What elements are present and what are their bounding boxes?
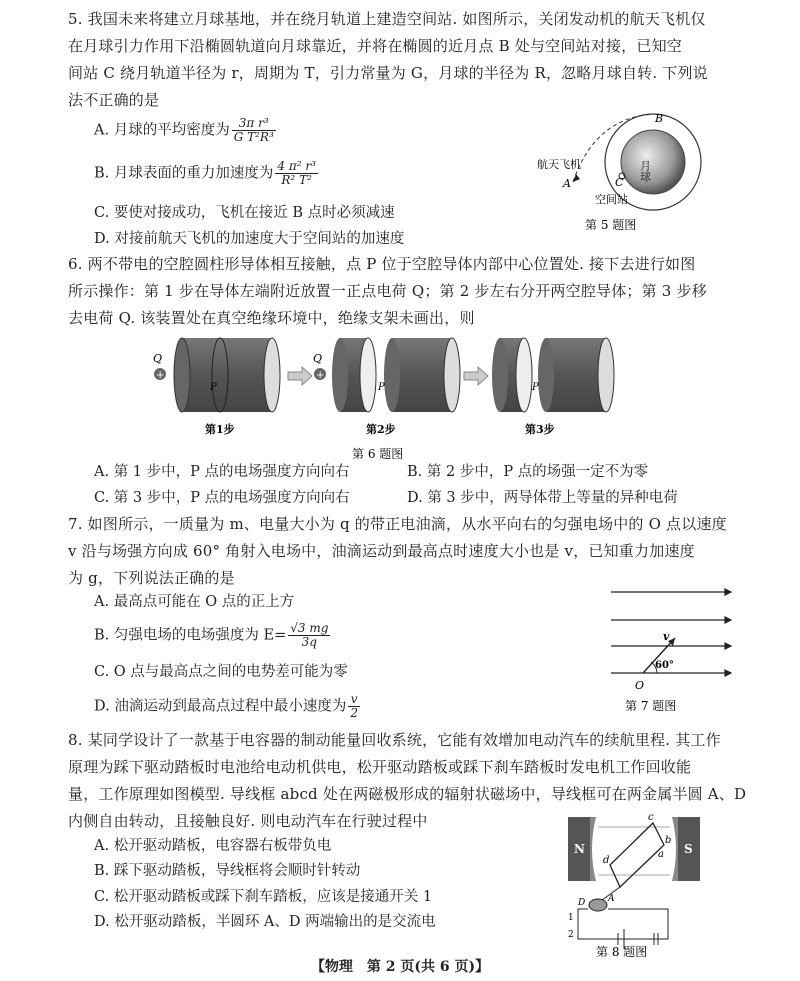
q5-stem-line: 在月球引力作用下沿椭圆轨道向月球靠近，并将在椭圆的近月点 B 处与空间站对接，已知空 (68, 37, 682, 55)
svg-text:N: N (574, 842, 585, 856)
q8-option-c: C. 松开驱动踏板或踩下刹车踏板，应该是接通开关 1 (94, 889, 433, 905)
q5-stem-line: 法不正确的是 (68, 91, 160, 109)
q7-stem-line: 7. 如图所示，一质量为 m、电量大小为 q 的带正电油滴，从水平向右的匀强电场中的 O 点以速度 (68, 515, 727, 533)
svg-text:A: A (608, 894, 615, 904)
svg-text:D: D (578, 898, 586, 908)
q5-stem-line: 间站 C 绕月轨道半径为 r，周期为 T，引力常量为 G，月球的半径为 R，忽略月球自转. 下列说 (68, 64, 708, 82)
svg-text:S: S (684, 842, 693, 856)
q6-stem (68, 251, 707, 332)
fraction: $\frac{\text{3π r³}}{\text{G T²R³}}$ (233, 116, 274, 144)
q8-stem-line: 内侧自由转动，且接触良好. 则电动汽车在行驶过程中 (68, 812, 428, 830)
svg-text:P: P (378, 382, 385, 393)
q8-option-d: D. 松开驱动踏板，半圆环 A、D 两端输出的是交流电 (94, 914, 436, 930)
q7-option-d: D. 油滴运动到最高点过程中最小速度为 $\frac{v}{2}$ (94, 692, 358, 720)
figure-caption: 第 7 题图 (625, 699, 677, 713)
q5-stem (68, 6, 708, 114)
circuit (578, 909, 668, 949)
q8-stem-line: 8. 某同学设计了一款基于电容器的制动能量回收系统，它能有效增加电动汽车的续航里程. 其工作 (68, 731, 721, 749)
svg-text:P: P (532, 382, 539, 393)
q6-option-d: D. 第 3 步中，两导体带上等量的异种电荷 (407, 490, 678, 506)
figure-caption: 第 5 题图 (585, 218, 637, 232)
q6-option-b: B. 第 2 步中，P 点的场强一定不为零 (407, 464, 649, 480)
fraction: $\frac{√3 mg}{3q}$ (290, 621, 329, 649)
step2-conductors (332, 338, 460, 412)
svg-text:60°: 60° (655, 660, 674, 671)
half-rings (589, 899, 607, 911)
svg-text:+: + (316, 370, 325, 381)
moon (621, 130, 685, 194)
q5-figure (525, 112, 725, 237)
q7-option-c: C. O 点与最高点之间的电势差可能为零 (94, 664, 348, 680)
step2-label: 第2步 (366, 423, 396, 436)
q7-option-a: A. 最高点可能在 O 点的正上方 (94, 594, 295, 610)
q5-option-b: B. 月球表面的重力加速度为 $\frac{\text{4 π² r³}}{\text{R² T²}}$ (94, 159, 316, 187)
station-label: 空间站 (595, 193, 628, 206)
q7-stem-line: v 沿与场强方向成 60° 角射入电场中，油滴运动到最高点时速度大小也是 v，已知重力加速度 (68, 542, 695, 560)
svg-text:A: A (563, 177, 571, 190)
q6-stem-line: 所示操作：第 1 步在导体左端附近放置一正点电荷 Q；第 2 步左右分开两空腔导体；第 3 步移 (68, 282, 707, 300)
q6-option-a: A. 第 1 步中，P 点的电场强度方向向右 (94, 464, 350, 480)
svg-text:b: b (665, 835, 672, 846)
q8-figure (558, 805, 718, 960)
svg-text:d: d (603, 855, 610, 866)
svg-text:Q: Q (313, 352, 323, 365)
q5-option-a: A. 月球的平均密度为 $\frac{\text{3π r³}}{\text{G T²R³}}$ (94, 116, 274, 144)
q8-option-b: B. 踩下驱动踏板，导线框将会顺时针转动 (94, 863, 361, 879)
q8-stem-line: 原理为踩下驱动踏板时电池给电动机供电，松开驱动踏板或踩下刹车踏板时发电机工作回收能 (68, 758, 692, 776)
q8-stem-line: 量，工作原理如图模型. 导线框 abcd 处在两磁极形成的辐射状磁场中，导线框可在两金属半圆 A、D (68, 785, 747, 803)
q6-option-c: C. 第 3 步中，P 点的电场强度方向向右 (94, 490, 350, 506)
q6-figure (140, 330, 620, 465)
svg-text:c: c (648, 812, 654, 823)
svg-text:v: v (663, 630, 670, 643)
svg-text:+: + (156, 370, 165, 381)
shuttle-label: 航天飞机 (537, 158, 581, 171)
q6-stem-line: 去电荷 Q. 该装置处在真空绝缘环境中，绝缘支架未画出，则 (68, 309, 475, 327)
q6-stem-line: 6. 两不带电的空腔圆柱形导体相互接触，点 P 位于空腔导体内部中心位置处. 接下去进行如图 (68, 255, 696, 273)
figure-caption: 第 6 题图 (352, 447, 404, 461)
page-footer: 【物理 第 2 页(共 6 页)】 (310, 959, 490, 975)
q7-stem-line: 为 g，下列说法正确的是 (68, 569, 235, 587)
svg-text:Q: Q (153, 352, 163, 365)
q5-option-c: C. 要使对接成功，飞机在接近 B 点时必须减速 (94, 205, 395, 221)
q5-option-d: D. 对接前航天飞机的加速度大于空间站的加速度 (94, 231, 405, 247)
q5-stem-line: 5. 我国未来将建立月球基地，并在绕月轨道上建造空间站. 如图所示，关闭发动机的航天飞机仅 (68, 10, 706, 28)
figure-caption: 第 8 题图 (596, 945, 648, 959)
svg-text:B: B (655, 112, 664, 125)
wire-frame (610, 823, 664, 887)
step3-label: 第3步 (525, 423, 555, 436)
step1-label: 第1步 (205, 423, 235, 436)
q7-figure (605, 580, 735, 720)
svg-text:a: a (658, 849, 664, 860)
step1-conductors (174, 338, 280, 412)
svg-text:2: 2 (568, 930, 574, 940)
q8-option-a: A. 松开驱动踏板，电容器右板带负电 (94, 838, 332, 854)
moon-label-1: 月球 (638, 160, 652, 182)
svg-text:C: C (615, 176, 624, 189)
svg-text:1: 1 (568, 913, 574, 923)
step3-conductors (492, 338, 614, 412)
fraction: $\frac{v}{2}$ (350, 692, 358, 720)
fraction: $\frac{\text{4 π² r³}}{\text{R² T²}}$ (277, 159, 316, 187)
svg-text:P: P (210, 382, 217, 393)
svg-text:O: O (635, 679, 645, 692)
q7-option-b: B. 匀强电场的电场强度为 E= $\frac{√3 mg}{3q}$ (94, 621, 329, 649)
